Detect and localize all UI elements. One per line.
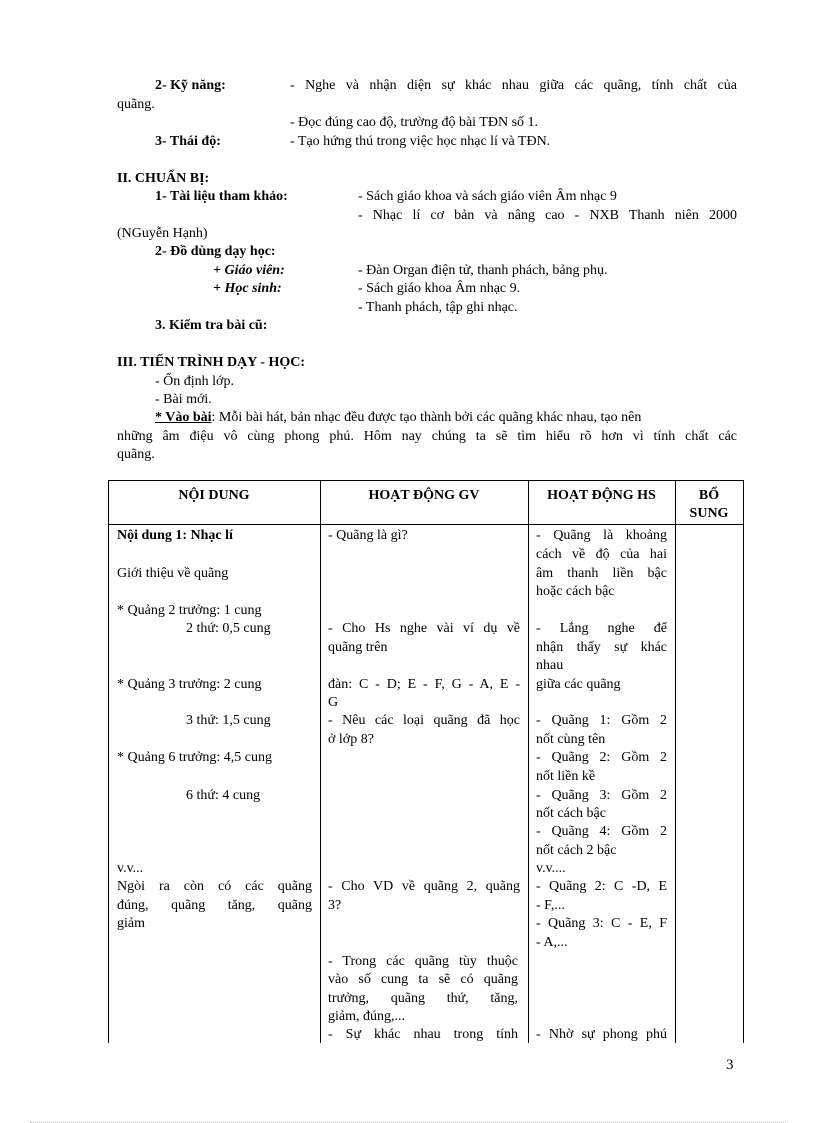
col3-row-19: - Quãng 3: C - E, F bbox=[536, 916, 667, 931]
col1-row-1: Giới thiệu về quãng bbox=[117, 566, 229, 581]
col3-row-7: giữa các quãng bbox=[536, 677, 621, 692]
col3-row-10: - Quãng 2: Gồm 2 bbox=[536, 750, 667, 765]
page-number: 3 bbox=[726, 1057, 734, 1073]
col3-row-15: nốt cách 2 bậc bbox=[536, 843, 617, 858]
header-content: NỘI DUNG bbox=[178, 488, 250, 503]
col1-row-2: * Quảng 2 trưởng: 1 cung bbox=[117, 603, 262, 618]
col1-row-11: giảm bbox=[117, 916, 145, 931]
ref-1: - Sách giáo khoa và sách giáo viên Âm nhạc 9 bbox=[358, 189, 617, 204]
col1-row-9: Ngòi ra còn có các quãng bbox=[117, 879, 312, 894]
col3-row-16: v.v.... bbox=[536, 861, 566, 876]
col1-row-3: 2 thứ: 0,5 cung bbox=[186, 621, 271, 636]
col3-row-20: - A,... bbox=[536, 935, 568, 950]
skills-line1-cont: quãng. bbox=[117, 97, 155, 112]
col2-row-8: 3? bbox=[328, 898, 342, 913]
process-item-2: - Bài mới. bbox=[155, 392, 212, 407]
col2-row-5: - Nêu các loại quãng đã học bbox=[328, 713, 520, 728]
intro-line-1 bbox=[155, 409, 737, 427]
skills-line2: - Đọc đúng cao độ, trường độ bài TĐN số 1. bbox=[290, 115, 539, 130]
student-label: + Học sinh: bbox=[213, 281, 282, 296]
col3-row-9: nốt cùng tên bbox=[536, 732, 606, 747]
col3-row-0: - Quãng là khoảng bbox=[536, 528, 667, 543]
teacher-text: - Đàn Organ điện tử, thanh phách, bảng phụ. bbox=[358, 263, 608, 278]
check-label: 3. Kiểm tra bài cũ: bbox=[155, 318, 268, 333]
header-extra-2: SUNG bbox=[689, 506, 729, 521]
attitude-label: 3- Thái độ: bbox=[155, 134, 221, 149]
process-item-1: - Ổn định lớp. bbox=[155, 374, 234, 389]
col1-row-4: * Quảng 3 trưởng: 2 cung bbox=[117, 677, 262, 692]
col2-row-1: - Cho Hs nghe vài ví dụ về bbox=[328, 621, 520, 636]
col3-row-6: nhau bbox=[536, 658, 564, 673]
col1-row-8: v.v... bbox=[117, 861, 144, 876]
table-top-border bbox=[108, 480, 744, 481]
student-text-2: - Thanh phách, tập ghi nhạc. bbox=[358, 300, 518, 315]
prep-heading: II. CHUẨN BỊ: bbox=[117, 171, 210, 186]
tools-label: 2- Đồ dùng dạy học: bbox=[155, 244, 276, 259]
col3-row-17: - Quãng 2: C -D, E bbox=[536, 879, 667, 894]
col3-row-2: âm thanh liền bậc bbox=[536, 566, 667, 581]
skills-label: 2- Kỹ năng: bbox=[155, 78, 226, 93]
col1-row-10: đúng, quãng tăng, quãng bbox=[117, 898, 312, 913]
student-text-1: - Sách giáo khoa Âm nhạc 9. bbox=[358, 281, 521, 296]
col3-row-3: hoặc cách bậc bbox=[536, 584, 615, 599]
table-col-border-3 bbox=[675, 480, 676, 1043]
col2-row-10: vào số cung ta sẽ có quãng bbox=[328, 972, 518, 987]
col3-row-1: cách về độ của hai bbox=[536, 547, 667, 562]
ref-label: 1- Tài liệu tham khảo: bbox=[155, 189, 288, 204]
teacher-label: + Giáo viên: bbox=[213, 263, 285, 278]
col2-row-12: giảm, đúng,... bbox=[328, 1009, 405, 1024]
skills-line1: - Nghe và nhận diện sự khác nhau giữa các quãng, tính chất của bbox=[290, 78, 737, 93]
col2-row-6: ở lớp 8? bbox=[328, 732, 374, 747]
col1-row-0: Nội dung 1: Nhạc lí bbox=[117, 528, 233, 543]
table-col-border-4 bbox=[743, 480, 744, 1043]
intro-line-1-text: : Mỗi bài hát, bản nhạc đều được tạo thành bởi các quãng khác nhau, tạo nên bbox=[211, 410, 642, 425]
col3-row-5: nhận thấy sự khác bbox=[536, 640, 667, 655]
col2-row-3: đàn: C - D; E - F, G - A, E - bbox=[328, 677, 520, 692]
col2-row-0: - Quãng là gì? bbox=[328, 528, 408, 543]
attitude-text: - Tạo hứng thú trong việc học nhạc lí và TĐN. bbox=[290, 134, 551, 149]
header-teacher: HOẠT ĐỘNG GV bbox=[368, 488, 480, 503]
process-heading: III. TIẾN TRÌNH DẠY - HỌC: bbox=[117, 355, 305, 370]
table-col-border-2 bbox=[528, 480, 529, 1043]
col3-row-11: nốt liền kề bbox=[536, 769, 596, 784]
table-header-border bbox=[108, 524, 744, 525]
table-col-border-0 bbox=[108, 480, 109, 1043]
col2-row-7: - Cho VD về quãng 2, quãng bbox=[328, 879, 520, 894]
intro-line-2: những âm điệu vô cùng phong phú. Hôm nay chúng ta sẽ tìm hiểu rõ hơn vì tính chất các bbox=[117, 429, 737, 444]
col3-row-12: - Quãng 3: Gồm 2 bbox=[536, 788, 667, 803]
table-col-border-1 bbox=[320, 480, 321, 1043]
col2-row-13: - Sự khác nhau trong tính bbox=[328, 1027, 518, 1042]
col1-row-6: * Quảng 6 trưởng: 4,5 cung bbox=[117, 750, 272, 765]
col3-row-13: nốt cách bậc bbox=[536, 806, 606, 821]
ref-2-cont: (NGuyễn Hạnh) bbox=[117, 226, 208, 241]
col1-row-5: 3 thứ: 1,5 cung bbox=[186, 713, 271, 728]
col3-row-14: - Quãng 4: Gồm 2 bbox=[536, 824, 667, 839]
col3-row-8: - Quãng 1: Gồm 2 bbox=[536, 713, 667, 728]
col2-row-9: - Trong các quãng tùy thuộc bbox=[328, 954, 518, 969]
col2-row-4: G bbox=[328, 695, 339, 710]
col2-row-2: quãng trên bbox=[328, 640, 388, 655]
col3-row-4: - Lắng nghe để bbox=[536, 621, 667, 636]
col3-row-18: - F,... bbox=[536, 898, 565, 913]
col2-row-11: trưởng, quãng thứ, tăng, bbox=[328, 991, 518, 1006]
header-student: HOẠT ĐỘNG HS bbox=[547, 488, 656, 503]
header-extra-1: BỔ bbox=[698, 488, 720, 503]
col1-row-7: 6 thứ: 4 cung bbox=[186, 788, 261, 803]
ref-2: - Nhạc lí cơ bản và nâng cao - NXB Thanh niên 2000 bbox=[358, 208, 737, 223]
col3-row-21: - Nhờ sự phong phú bbox=[536, 1027, 667, 1042]
intro-line-3: quãng. bbox=[117, 447, 155, 462]
intro-label: * Vào bài bbox=[155, 410, 212, 425]
